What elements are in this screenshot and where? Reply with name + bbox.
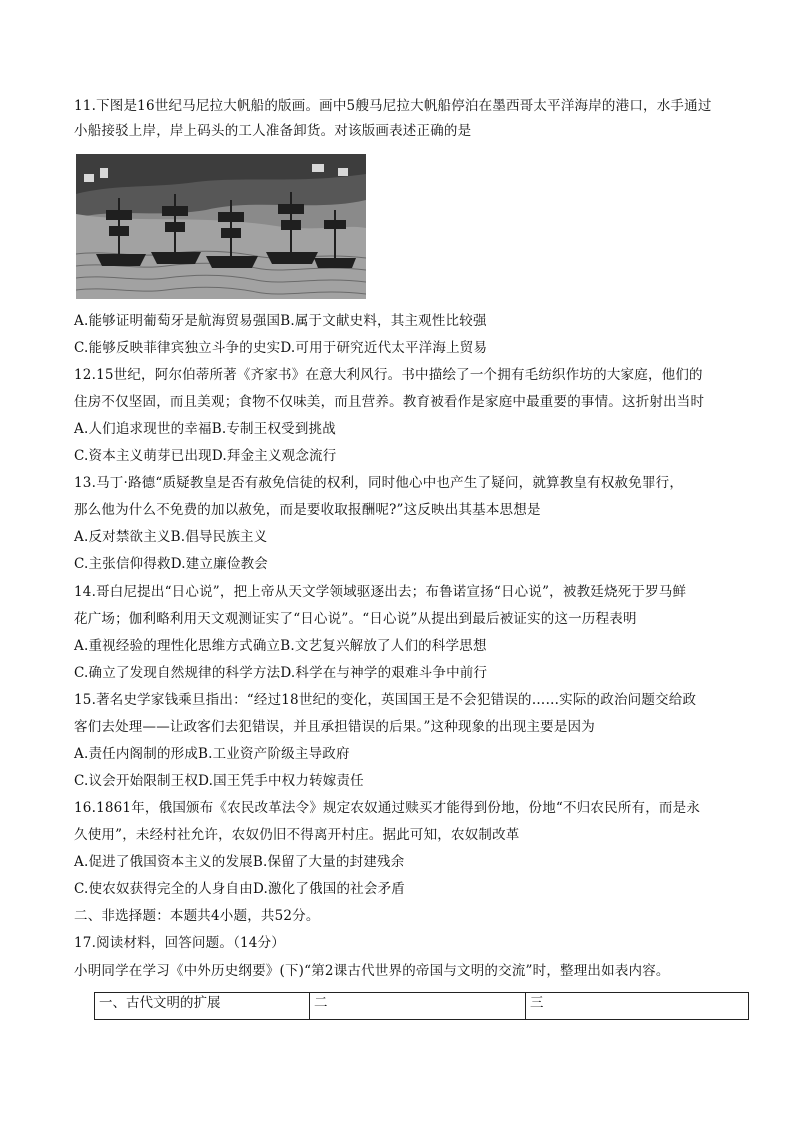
q15-options-line-2: C.议会开始限制王权D.国王凭手中权力转嫁责任 xyxy=(74,773,364,789)
q13-stem-line-2: 那么他为什么不免费的加以赦免，而是要收取报酬呢?”这反映出其基本思想是 xyxy=(74,502,541,518)
q12-stem-line-2: 住房不仅坚固，而且美观；食物不仅味美，而且营养。教育被看作是家庭中最重要的事情。这折射出当时 xyxy=(74,394,705,410)
galleon-engraving-drawing xyxy=(76,154,366,299)
q17-stem: 17.阅读材料，回答问题。（14分） xyxy=(74,935,285,951)
q11-stem-line-2: 小船接驳上岸，岸上码头的工人准备卸货。对该版画表述正确的是 xyxy=(74,123,472,139)
table-cell: 三 xyxy=(526,993,749,1020)
q16-options-line-1: A.促进了俄国资本主义的发展B.保留了大量的封建残余 xyxy=(74,854,405,870)
q16-stem-line-1: 16.1861年，俄国颁布《农民改革法令》规定农奴通过赎买才能得到份地，份地“不归农民所有，而是永 xyxy=(74,800,701,816)
section-2-title: 二、非选择题：本题共4小题，共52分。 xyxy=(74,908,320,924)
q12-stem-line-1: 12.15世纪，阿尔伯蒂所著《齐家书》在意大利风行。书中描绘了一个拥有毛纺织作坊的大家庭，他们的 xyxy=(74,367,703,383)
q16-options-line-2: C.使农奴获得完全的人身自由D.激化了俄国的社会矛盾 xyxy=(74,881,405,897)
q14-options-line-2: C.确立了发现自然规律的科学方法D.科学在与神学的艰难斗争中前行 xyxy=(74,665,488,681)
q17-intro: 小明同学在学习《中外历史纲要》(下)“第2课古代世界的帝国与文明的交流”时，整理出如表内容。 xyxy=(74,963,670,979)
q11-options-line-1: A.能够证明葡萄牙是航海贸易强国B.属于文献史料，其主观性比较强 xyxy=(74,313,487,329)
q12-options-line-1: A.人们追求现世的幸福B.专制王权受到挑战 xyxy=(74,421,336,437)
q13-options-line-2: C.主张信仰得救D.建立廉俭教会 xyxy=(74,556,268,572)
q13-stem-line-1: 13.马丁·路德“质疑教皇是否有赦免信徒的权利，同时他心中也产生了疑问，就算教皇有权赦免罪行， xyxy=(74,475,684,491)
q14-stem-line-2: 花广场；伽利略利用天文观测证实了“日心说”。“日心说”从提出到最后被证实的这一历程表明 xyxy=(74,611,637,627)
table-cell: 二 xyxy=(310,993,526,1020)
q14-options-line-1: A.重视经验的理性化思维方式确立B.文艺复兴解放了人们的科学思想 xyxy=(74,638,487,654)
table-row xyxy=(95,993,749,1020)
q15-stem-line-2: 客们去处理——让政客们去犯错误，并且承担错误的后果。”这种现象的出现主要是因为 xyxy=(74,719,595,735)
q12-options-line-2: C.资本主义萌芽已出现D.拜金主义观念流行 xyxy=(74,448,337,464)
q15-stem-line-1: 15.著名史学家钱乘旦指出：“经过18世纪的变化，英国国王是不会犯错误的……实际的政治问题交给政 xyxy=(74,692,697,708)
q16-stem-line-2: 久使用”，未经村社允许，农奴仍旧不得离开村庄。据此可知，农奴制改革 xyxy=(74,827,520,843)
q11-options-line-2: C.能够反映菲律宾独立斗争的史实D.可用于研究近代太平洋海上贸易 xyxy=(74,340,488,356)
q11-stem-line-1: 11.下图是16世纪马尼拉大帆船的版画。画中5艘马尼拉大帆船停泊在墨西哥太平洋海岸的港口，水手通过 xyxy=(74,98,712,114)
galleon-engraving-image xyxy=(76,154,366,299)
q15-options-line-1: A.责任内阁制的形成B.工业资产阶级主导政府 xyxy=(74,746,350,762)
q17-table xyxy=(94,992,749,1020)
q13-options-line-1: A.反对禁欲主义B.倡导民族主义 xyxy=(74,529,268,545)
table-cell: 一、古代文明的扩展 xyxy=(95,993,310,1020)
q14-stem-line-1: 14.哥白尼提出“日心说”，把上帝从天文学领域驱逐出去；布鲁诺宣扬“日心说”，被教廷烧死于罗马鲜 xyxy=(74,584,687,600)
